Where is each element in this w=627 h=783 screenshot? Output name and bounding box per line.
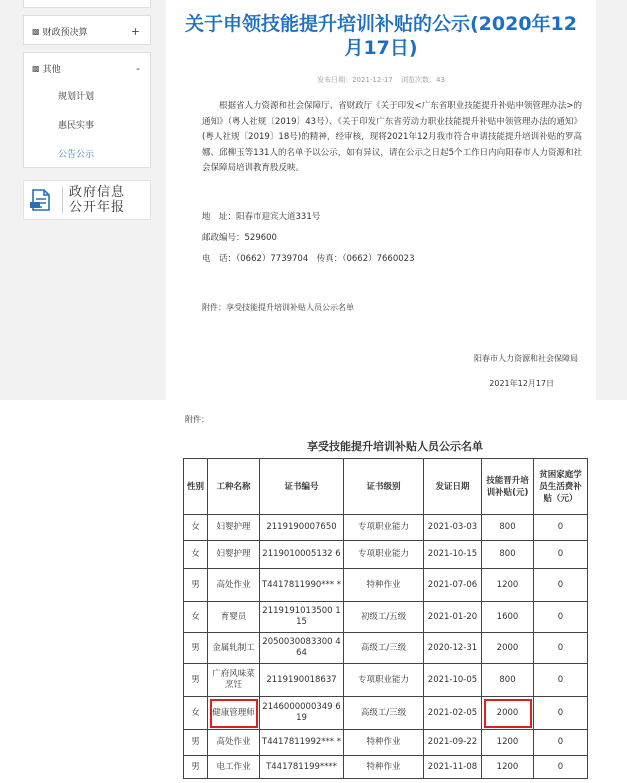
- sidebar: [0, 0, 160, 400]
- column-header: 证书编号: [260, 459, 344, 515]
- collapse-icon[interactable]: -: [136, 61, 140, 75]
- skill-subsidy-cell: 1200: [482, 756, 534, 779]
- living-subsidy-cell: 0: [534, 602, 588, 633]
- skill-subsidy-cell: 1200: [482, 730, 534, 756]
- skill-subsidy-cell: 800: [482, 541, 534, 569]
- living-subsidy-cell: 0: [534, 756, 588, 779]
- table-header-row: [184, 459, 588, 515]
- table-row: [184, 756, 588, 779]
- trade-name-cell: 高处作业: [208, 730, 260, 756]
- column-header: 性别: [184, 459, 208, 515]
- issue-date-cell: 2021-07-06: [424, 569, 482, 602]
- table-row: [184, 697, 588, 730]
- certificate-number-cell: T441781199****: [260, 756, 344, 779]
- sidebar-subitem-livelihood[interactable]: 惠民实事: [58, 121, 95, 131]
- issue-date-cell: 2020-12-31: [424, 633, 482, 664]
- sidebar-item-finance[interactable]: [23, 15, 151, 45]
- sidebar-subitem-announcements[interactable]: 公告公示: [58, 150, 95, 160]
- certificate-number-cell: 2146000000349 619: [260, 697, 344, 730]
- issue-date-cell: 2021-09-22: [424, 730, 482, 756]
- issue-date-cell: 2021-02-05: [424, 697, 482, 730]
- living-subsidy-cell: 0: [534, 697, 588, 730]
- column-header: 发证日期: [424, 459, 482, 515]
- folder-icon: ▩: [32, 63, 40, 73]
- table-row: [184, 515, 588, 541]
- certificate-level-cell: 高级工/三级: [344, 633, 424, 664]
- document-icon: [24, 187, 58, 213]
- certificate-level-cell: 特种作业: [344, 569, 424, 602]
- article-meta: [166, 75, 596, 85]
- attachment-document: [0, 400, 627, 783]
- skill-subsidy-cell: 1200: [482, 569, 534, 602]
- living-subsidy-cell: 0: [534, 541, 588, 569]
- sidebar-item-label: 其他: [42, 64, 61, 75]
- living-subsidy-cell: 0: [534, 569, 588, 602]
- attachment-label: 附件：: [185, 415, 209, 424]
- sidebar-item-other[interactable]: [24, 53, 150, 83]
- sidebar-item-previous[interactable]: [23, 0, 151, 8]
- folder-icon: ▩: [32, 26, 40, 36]
- trade-name-cell: 妇婴护理: [208, 515, 260, 541]
- gender-cell: 男: [184, 633, 208, 664]
- gender-cell: 男: [184, 730, 208, 756]
- subsidy-list-table: [183, 458, 588, 779]
- skill-subsidy-cell: 2000: [482, 633, 534, 664]
- skill-subsidy-cell: 800: [482, 515, 534, 541]
- sidebar-item-label: 财政预决算: [42, 27, 88, 38]
- certificate-level-cell: 专项职业能力: [344, 664, 424, 697]
- column-header: 工种名称: [208, 459, 260, 515]
- living-subsidy-cell: 0: [534, 664, 588, 697]
- gender-cell: 男: [184, 756, 208, 779]
- contact-postcode: 邮政编号：529600: [202, 233, 277, 243]
- living-subsidy-cell: 0: [534, 730, 588, 756]
- sidebar-group-other: [23, 52, 151, 168]
- publish-date: 发布日期：2021-12-17: [317, 76, 393, 84]
- issue-date-cell: 2021-03-03: [424, 515, 482, 541]
- table-title: 享受技能提升培训补贴人员公示名单: [307, 440, 483, 453]
- table-row: [184, 633, 588, 664]
- issue-date-cell: 2021-01-20: [424, 602, 482, 633]
- article: [166, 0, 596, 400]
- certificate-level-cell: 初级工/五级: [344, 602, 424, 633]
- trade-name-cell: 妇婴护理: [208, 541, 260, 569]
- certificate-number-cell: T4417811992*** *: [260, 730, 344, 756]
- column-header: 证书级别: [344, 459, 424, 515]
- gender-cell: 女: [184, 602, 208, 633]
- gender-cell: 女: [184, 515, 208, 541]
- certificate-level-cell: 专项职业能力: [344, 515, 424, 541]
- certificate-number-cell: 2119190018637: [260, 664, 344, 697]
- skill-subsidy-cell: 800: [482, 664, 534, 697]
- attachment-link[interactable]: 附件：享受技能提升培训补贴人员公示名单: [202, 303, 354, 312]
- trade-name-cell: 电工作业: [208, 756, 260, 779]
- gov-report-label: [69, 185, 125, 215]
- gender-cell: 男: [184, 569, 208, 602]
- gov-info-annual-report-link[interactable]: [23, 180, 151, 220]
- page-title: 关于申领技能提升培训补贴的公示(2020年12月17日): [184, 13, 577, 59]
- sidebar-subitem-plans[interactable]: 规划计划: [58, 92, 95, 102]
- issue-date-cell: 2021-10-15: [424, 541, 482, 569]
- skill-subsidy-cell: 1600: [482, 602, 534, 633]
- expand-icon[interactable]: +: [130, 24, 140, 38]
- column-header: 贫困家庭学员生活费补贴（元）: [534, 459, 588, 515]
- divider: [62, 187, 63, 213]
- living-subsidy-cell: 0: [534, 633, 588, 664]
- issue-date-cell: 2021-10-05: [424, 664, 482, 697]
- column-header: 技能晋升培训补贴(元): [482, 459, 534, 515]
- table-row: [184, 664, 588, 697]
- table-row: [184, 541, 588, 569]
- certificate-number-cell: 2119191013500 115: [260, 602, 344, 633]
- gender-cell: 女: [184, 697, 208, 730]
- certificate-level-cell: 特种作业: [344, 730, 424, 756]
- signature-date: 2021年12月17日: [489, 379, 554, 388]
- gov-report-line2: 公开年报: [69, 200, 126, 215]
- contact-address: 地 址：阳春市迎宾大道331号: [202, 212, 321, 222]
- trade-name-cell: 育婴员: [208, 602, 260, 633]
- view-count: 浏览次数：43: [401, 76, 445, 84]
- certificate-number-cell: 2119190007650: [260, 515, 344, 541]
- trade-name-cell: 健康管理师: [208, 697, 260, 730]
- certificate-number-cell: 2119010005132 6: [260, 541, 344, 569]
- gender-cell: 男: [184, 664, 208, 697]
- certificate-level-cell: 特种作业: [344, 756, 424, 779]
- certificate-number-cell: 2050030083300 464: [260, 633, 344, 664]
- gov-report-line1: 政府信息: [69, 185, 126, 200]
- gender-cell: 女: [184, 541, 208, 569]
- issue-date-cell: 2021-11-08: [424, 756, 482, 779]
- living-subsidy-cell: 0: [534, 515, 588, 541]
- table-row: [184, 602, 588, 633]
- article-body: 根据省人力资源和社会保障厅、省财政厅《关于印发<广东省职业技能提升补贴申领管理办法>的通知》（粤人社规〔2019〕43号）、《关于印发广东省劳动力职业技能提升补贴申领管理办法的通知》(粤人社规〔2019〕18号)的精神，经审核，现将2021年12月我市符合申请技能提升培训补贴的罗高娜、邱柳玉等131人的名单予以公示，如有异议，请在公示之日起5个工作日内向阳春市人力资源和社会保障局培训教育股反映。: [202, 101, 582, 173]
- certificate-number-cell: T4417811990*** *: [260, 569, 344, 602]
- skill-subsidy-cell: 2000: [482, 697, 534, 730]
- certificate-level-cell: 高级工/三级: [344, 697, 424, 730]
- certificate-level-cell: 专项职业能力: [344, 541, 424, 569]
- contact-phone: 电 话：（0662）7739704 传真：（0662）7660023: [202, 254, 415, 264]
- trade-name-cell: 高处作业: [208, 569, 260, 602]
- table-row: [184, 730, 588, 756]
- signature-organization: 阳春市人力资源和社会保障局: [474, 354, 578, 363]
- trade-name-cell: 广府风味菜烹饪: [208, 664, 260, 697]
- table-row: [184, 569, 588, 602]
- trade-name-cell: 金属轧制工: [208, 633, 260, 664]
